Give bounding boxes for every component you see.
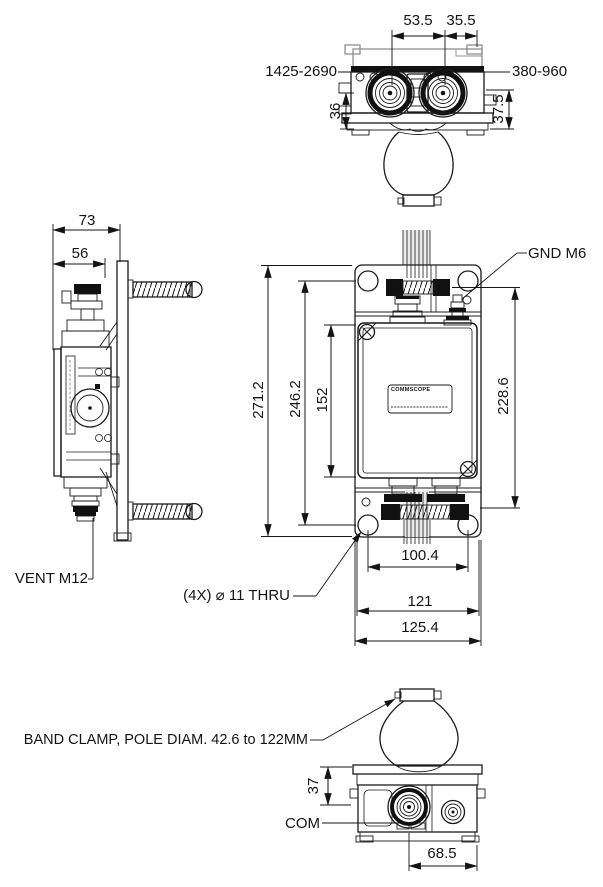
dim-271-2: 271.2 — [250, 381, 267, 419]
dim-228-6: 228.6 — [495, 377, 512, 415]
dim-36: 36 — [327, 102, 344, 120]
clamp-rod-top — [128, 280, 202, 298]
dim-121: 121 — [407, 593, 433, 610]
front-top-connector — [390, 296, 425, 323]
mounting-hole-tl — [358, 271, 378, 291]
dim-73: 73 — [78, 212, 96, 229]
front-clamp-rod-top — [386, 279, 450, 296]
gasket-band — [351, 66, 484, 72]
label-vent-m12: VENT M12 — [14, 570, 88, 587]
side-view-dimensions — [53, 224, 120, 579]
top-view-lid — [345, 45, 482, 67]
label-band-clamp: BAND CLAMP, POLE DIAM. 42.6 to 122MM — [23, 732, 308, 748]
brand-text: COMMSCOPE — [391, 387, 431, 393]
clamp-rod-bottom — [128, 502, 202, 520]
side-top-connector — [62, 284, 109, 347]
aux-connector — [442, 801, 465, 824]
dim-53-5: 53.5 — [403, 12, 433, 29]
label-port-1425-2690: 1425-2690 — [265, 63, 337, 80]
dim-125-4: 125.4 — [401, 619, 439, 636]
dim-35-5: 35.5 — [446, 12, 476, 29]
connector-380-960 — [419, 69, 467, 117]
side-view-linework — [54, 261, 202, 541]
com-connector — [388, 786, 430, 828]
mounting-bracket-side — [100, 261, 131, 541]
dim-68-5: 68.5 — [427, 845, 457, 862]
enclosure-box — [358, 323, 477, 478]
label-thru-holes: (4X) ⌀ 11 THRU — [183, 587, 290, 604]
dim-37-5: 37.5 — [490, 94, 507, 124]
bottom-view-linework — [350, 689, 485, 842]
side-vent-connector — [64, 477, 107, 521]
dim-100-4: 100.4 — [401, 547, 439, 564]
label-gnd-m6: GND M6 — [528, 245, 587, 262]
dim-152: 152 — [314, 387, 331, 413]
label-com: COM — [285, 815, 320, 832]
ground-stud — [444, 295, 471, 325]
band-clamp-top — [384, 132, 453, 206]
dim-37: 37 — [305, 777, 322, 795]
label-port-380-960: 380-960 — [512, 63, 568, 80]
dim-56: 56 — [71, 245, 89, 262]
top-view-linework — [339, 45, 496, 206]
dim-246-2: 246.2 — [287, 380, 304, 418]
